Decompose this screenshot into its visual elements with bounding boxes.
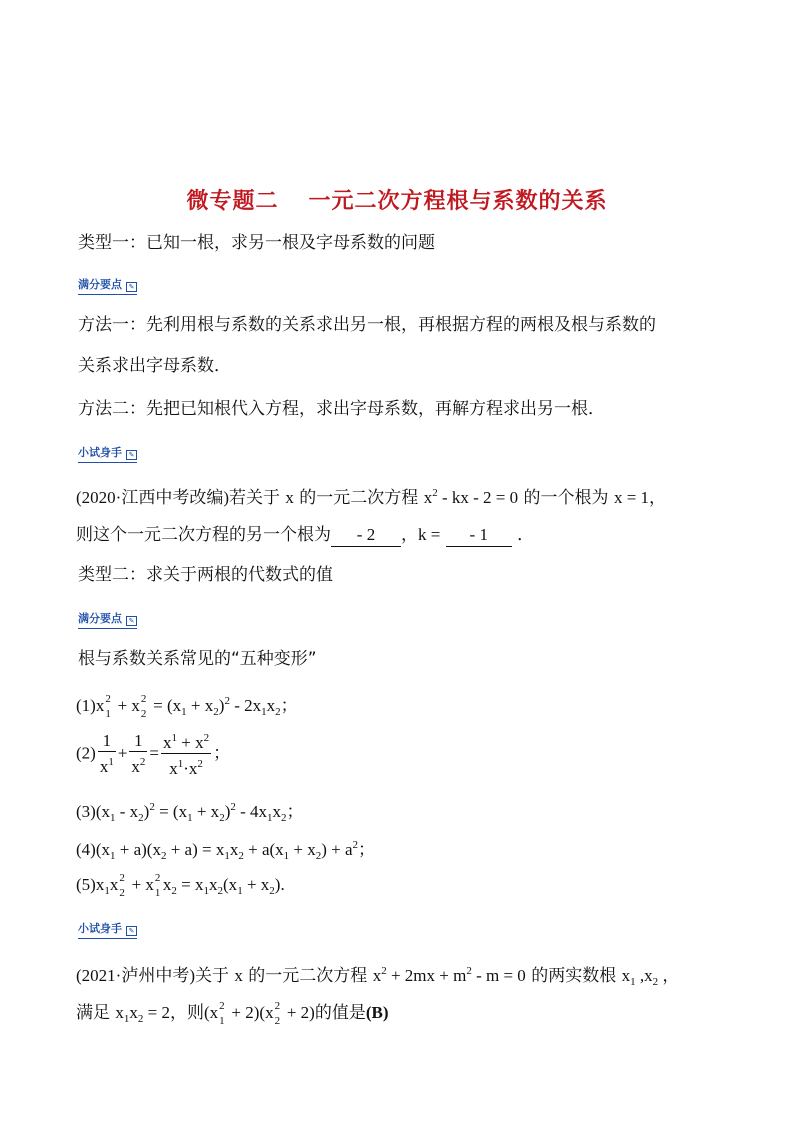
type1-practice-tag: 小试身手 ✎ [78,444,137,463]
pencil-icon: ✎ [126,282,137,292]
pencil-icon: ✎ [126,450,137,460]
problem1-line2: 则这个一元二次方程的另一个根为 - 2 ，k = - 1 ． [76,525,535,545]
type2-practice-tag: 小试身手 ✎ [78,920,137,939]
title-part1: 微专题二 [186,189,279,214]
type1-tag: 满分要点 ✎ [78,276,137,295]
type2-heading: 类型二：求关于两根的代数式的值 [78,565,333,585]
problem2-equation: $x^2 + 2mx + m^2 - m = 0$ [372,965,526,985]
answer-choice: (B) [365,1003,389,1022]
method2: 方法二：先把已知根代入方程，求出字母系数，再解方程求出另一根． [78,399,605,419]
answer-blank-1: - 2 [331,524,401,547]
problem2-roots: $x_1$ $,x_2$ ， [621,966,680,988]
method1-line2: 关系求出字母系数． [78,356,231,376]
formula-3: $(3)(x_1 - x_2)^2 = (x_1 + x_2)^2 - 4x_1x_2$； [76,801,304,824]
method1-line1: 方法一：先利用根与系数的关系求出另一根，再根据方程的两根及根与系数的 [78,315,656,335]
pencil-icon: ✎ [126,926,137,936]
formula-intro: 根与系数关系常见的“五种变形” [78,649,317,669]
formula-5: $(5)x_1x$ 2 2 + x 2 1 $x_2 = x_1x_2(x_1 + x_2)$. [76,872,285,899]
type1-heading: 类型一：已知一根，求另一根及字母系数的问题 [78,233,435,253]
pencil-icon: ✎ [126,616,137,626]
problem1-line1: (2020·江西中考改编)若关于 x 的一元二次方程 $x^2$ - kx - 2 = 0 的一个根为 x = 1， [76,487,667,508]
answer-blank-2: - 1 [446,524,512,547]
problem1-source: (2020·江西中考改编) [76,488,229,507]
problem2-expression: (x 2 1 + 2)(x 2 2 + 2) [204,1000,315,1027]
page-title [0,184,794,215]
formula-1: (1)x 2 1 + x 2 2 = $(x_1 + x_2)^2 - 2x_1x_2$； [76,693,298,720]
problem2-line2: 满足 $x_1x_2 = 2$，则(x 2 1 + 2)(x 2 2 + 2)的值是(B) [76,1000,389,1027]
title-part2: 一元二次方程根与系数的关系 [308,189,608,214]
problem2-line1: (2021·泸州中考)关于 x 的一元二次方程 $x^2 + 2mx + m^2 - m = 0$ 的两实数根 $x_1$ $,x_2$ ， [76,965,680,988]
problem1-equation: $x^2$ - kx - 2 = 0 [423,487,519,507]
type2-tag: 满分要点 ✎ [78,610,137,629]
formula-2: (2) $\frac{1}{x^1}$ + $\frac{1}{x^2}$ = $\frac{x^1 + x^2}{x^1\cdot x^2}$ ； [76,728,230,779]
formula-4: $(4)(x_1 + a)(x_2 + a) = x_1x_2 + a(x_1 + x_2) + a^2$； [76,839,376,862]
problem2-source: (2021·泸州中考) [76,966,195,985]
